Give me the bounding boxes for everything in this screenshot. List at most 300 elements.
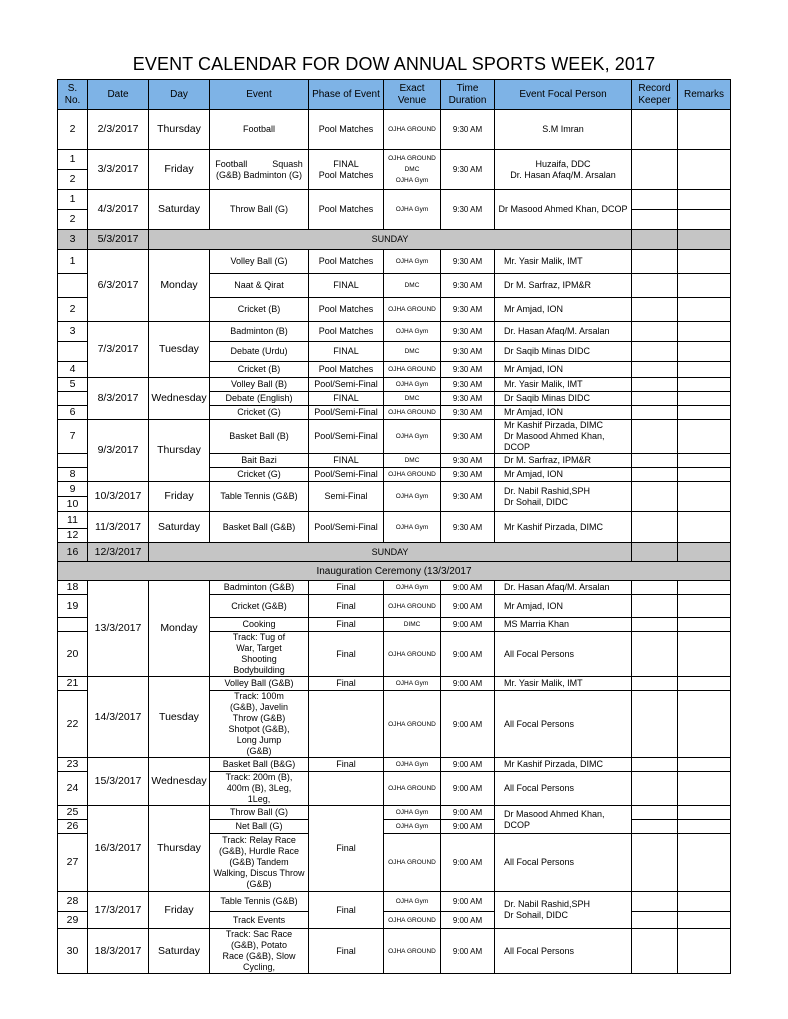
time-cell: 9:00 AM	[441, 820, 495, 834]
event-cell: Cricket (B)	[210, 362, 309, 378]
person-cell: Mr Amjad, ION	[495, 362, 632, 378]
table-row	[58, 677, 731, 691]
remarks-cell	[678, 806, 731, 820]
sno-cell	[58, 454, 88, 468]
phase-cell	[309, 772, 384, 806]
person-cell: Dr M. Sarfraz, IPM&R	[495, 454, 632, 468]
phase-cell: Final	[309, 618, 384, 632]
date-cell: 18/3/2017	[88, 929, 149, 974]
phase-cell: Pool Matches	[309, 322, 384, 342]
time-cell: 9:00 AM	[441, 581, 495, 595]
record-keeper-cell	[632, 150, 678, 190]
time-cell: 9:30 AM	[441, 454, 495, 468]
sno-cell: 1	[58, 250, 88, 274]
remarks-cell	[678, 691, 731, 758]
col-header-event: Event	[210, 80, 309, 110]
venue-cell: OJHA Gym	[384, 806, 441, 820]
person-cell: Mr Amjad, ION	[495, 468, 632, 482]
time-cell: 9:30 AM	[441, 342, 495, 362]
record-keeper-cell	[632, 322, 678, 342]
event-cell: Net Ball (G)	[210, 820, 309, 834]
remarks-cell	[678, 618, 731, 632]
venue-cell: OJHA GROUND	[384, 632, 441, 677]
event-cell: Track: Relay Race (G&B), Hurdle Race (G&B) Tandem Walking, Discus Throw (G&B)	[210, 834, 309, 892]
date-cell: 8/3/2017	[88, 378, 149, 420]
phase-cell: Final	[309, 929, 384, 974]
event-cell: Cooking	[210, 618, 309, 632]
phase-cell: Pool/Semi-Final	[309, 468, 384, 482]
day-cell: Monday	[149, 250, 210, 322]
record-keeper-cell	[632, 342, 678, 362]
person-line: Dr. Nabil Rashid,SPH	[504, 899, 591, 909]
phase-cell: Final	[309, 892, 384, 929]
person-cell: S.M Imran	[495, 110, 632, 150]
phase-cell: Pool/Semi-Final	[309, 406, 384, 420]
phase-line: Pool Matches	[318, 169, 374, 180]
table-row	[58, 190, 731, 210]
person-cell: All Focal Persons	[495, 691, 632, 758]
day-cell: Thursday	[149, 420, 210, 482]
person-line: Dr Sohail, DIDC	[504, 910, 569, 920]
remarks-cell	[678, 250, 731, 274]
time-cell: 9:30 AM	[441, 378, 495, 392]
person-cell: Dr Saqib Minas DIDC	[495, 392, 632, 406]
remarks-cell	[678, 190, 731, 210]
event-cell: Basket Ball (G&B)	[210, 512, 309, 543]
time-cell: 9:30 AM	[441, 406, 495, 420]
phase-cell: Final	[309, 581, 384, 595]
inauguration-label: Inauguration Ceremony (13/3/2017	[58, 562, 731, 581]
col-header-date: Date	[88, 80, 149, 110]
record-keeper-cell	[632, 806, 678, 820]
phase-cell: Pool/Semi-Final	[309, 420, 384, 454]
remarks-cell	[678, 512, 731, 543]
sno-cell: 8	[58, 468, 88, 482]
record-keeper-cell	[632, 618, 678, 632]
venue-cell: OJHA Gym	[384, 677, 441, 691]
venue-cell: OJHA Gym	[384, 512, 441, 543]
person-cell: Mr Amjad, ION	[495, 406, 632, 420]
person-line: Dr. Nabil Rashid,SPH	[504, 485, 591, 496]
sno-cell: 2	[58, 210, 88, 230]
table-row	[58, 150, 731, 170]
sno-cell: 3	[58, 322, 88, 342]
time-cell: 9:00 AM	[441, 758, 495, 772]
page-title: EVENT CALENDAR FOR DOW ANNUAL SPORTS WEEK, 2017	[132, 54, 656, 74]
venue-cell: DMC	[384, 342, 441, 362]
time-cell: 9:00 AM	[441, 929, 495, 974]
record-keeper-cell	[632, 482, 678, 512]
event-cell: Track: Tug of War, Target Shooting Bodybuilding	[210, 632, 309, 677]
date-cell: 15/3/2017	[88, 758, 149, 806]
time-cell: 9:30 AM	[441, 482, 495, 512]
person-cell	[495, 892, 632, 929]
col-header-venue: Exact Venue	[384, 80, 441, 110]
table-row	[58, 892, 731, 912]
person-cell: Dr Saqib Minas DIDC	[495, 342, 632, 362]
date-cell: 2/3/2017	[88, 110, 149, 150]
event-cell: Track: 200m (B), 400m (B), 3Leg, 1Leg,	[210, 772, 309, 806]
person-cell: Mr. Yasir Malik, IMT	[495, 378, 632, 392]
venue-cell: OJHA Gym	[384, 820, 441, 834]
sno-cell: 18	[58, 581, 88, 595]
venue-cell: OJHA GROUND	[384, 110, 441, 150]
time-cell: 9:00 AM	[441, 677, 495, 691]
table-row	[58, 322, 731, 342]
record-keeper-cell	[632, 772, 678, 806]
record-keeper-cell	[632, 230, 678, 250]
event-cell: Cricket (G)	[210, 406, 309, 420]
table-row	[58, 378, 731, 392]
time-cell: 9:30 AM	[441, 110, 495, 150]
remarks-cell	[678, 820, 731, 834]
remarks-cell	[678, 322, 731, 342]
col-header-time: Time Duration	[441, 80, 495, 110]
sno-cell: 10	[58, 497, 88, 512]
event-cell: Basket Ball (B)	[210, 420, 309, 454]
remarks-cell	[678, 595, 731, 618]
day-cell: Thursday	[149, 110, 210, 150]
remarks-cell	[678, 772, 731, 806]
remarks-cell	[678, 420, 731, 454]
remarks-cell	[678, 110, 731, 150]
venue-line: OJHA GROUND	[388, 155, 436, 162]
record-keeper-cell	[632, 406, 678, 420]
phase-cell: Pool/Semi-Final	[309, 378, 384, 392]
event-calendar-table	[57, 79, 731, 974]
sno-cell: 23	[58, 758, 88, 772]
day-cell: Wednesday	[149, 758, 210, 806]
sunday-row	[58, 230, 731, 250]
event-cell: Throw Ball (G)	[210, 806, 309, 820]
person-cell: Mr Kashif Pirzada, DIMC	[495, 758, 632, 772]
phase-cell: Final	[309, 758, 384, 772]
time-cell: 9:30 AM	[441, 512, 495, 543]
sno-cell: 16	[58, 543, 88, 562]
day-cell: Tuesday	[149, 677, 210, 758]
day-cell: Monday	[149, 581, 210, 677]
sno-cell: 26	[58, 820, 88, 834]
table-row	[58, 482, 731, 497]
date-cell: 7/3/2017	[88, 322, 149, 378]
event-cell: Bait Bazi	[210, 454, 309, 468]
sno-cell: 24	[58, 772, 88, 806]
sno-cell	[58, 274, 88, 298]
venue-cell: OJHA GROUND	[384, 772, 441, 806]
day-cell: Friday	[149, 892, 210, 929]
venue-cell: OJHA GROUND	[384, 929, 441, 974]
event-line: (G&B) Badminton (G)	[215, 169, 303, 180]
sno-cell: 6	[58, 406, 88, 420]
day-cell: Saturday	[149, 190, 210, 230]
person-cell: Mr Amjad, ION	[495, 595, 632, 618]
record-keeper-cell	[632, 912, 678, 929]
record-keeper-cell	[632, 362, 678, 378]
date-cell: 16/3/2017	[88, 806, 149, 892]
venue-cell: OJHA Gym	[384, 482, 441, 512]
col-header-day: Day	[149, 80, 210, 110]
day-cell: Saturday	[149, 929, 210, 974]
venue-cell: OJHA Gym	[384, 322, 441, 342]
phase-cell: Pool Matches	[309, 250, 384, 274]
time-cell: 9:00 AM	[441, 618, 495, 632]
sno-cell	[58, 618, 88, 632]
person-cell: Mr Kashif Pirzada, DIMC	[495, 512, 632, 543]
record-keeper-cell	[632, 929, 678, 974]
day-cell: Tuesday	[149, 322, 210, 378]
sno-cell: 21	[58, 677, 88, 691]
venue-cell: OJHA GROUND	[384, 691, 441, 758]
person-cell: Mr Amjad, ION	[495, 298, 632, 322]
col-header-record-keeper: Record Keeper	[632, 80, 678, 110]
remarks-cell	[678, 543, 731, 562]
event-cell	[210, 150, 309, 190]
phase-cell: Pool Matches	[309, 298, 384, 322]
time-cell: 9:00 AM	[441, 772, 495, 806]
venue-cell	[384, 150, 441, 190]
phase-cell: Pool Matches	[309, 362, 384, 378]
sno-cell: 1	[58, 150, 88, 170]
phase-cell: Pool Matches	[309, 110, 384, 150]
phase-cell	[309, 150, 384, 190]
venue-cell: DMC	[384, 392, 441, 406]
sunday-row	[58, 543, 731, 562]
sno-cell: 25	[58, 806, 88, 820]
remarks-cell	[678, 758, 731, 772]
day-cell: Thursday	[149, 806, 210, 892]
remarks-cell	[678, 912, 731, 929]
phase-cell: Final	[309, 677, 384, 691]
record-keeper-cell	[632, 512, 678, 543]
record-keeper-cell	[632, 250, 678, 274]
date-cell: 13/3/2017	[88, 581, 149, 677]
record-keeper-cell	[632, 210, 678, 230]
remarks-cell	[678, 230, 731, 250]
venue-cell: DMC	[384, 274, 441, 298]
record-keeper-cell	[632, 892, 678, 912]
day-cell: Friday	[149, 482, 210, 512]
sno-cell: 5	[58, 378, 88, 392]
venue-cell: OJHA GROUND	[384, 834, 441, 892]
time-cell: 9:30 AM	[441, 468, 495, 482]
remarks-cell	[678, 378, 731, 392]
person-cell: All Focal Persons	[495, 834, 632, 892]
phase-cell: Semi-Final	[309, 482, 384, 512]
event-cell: Badminton (B)	[210, 322, 309, 342]
event-cell: Badminton (G&B)	[210, 581, 309, 595]
sno-cell: 9	[58, 482, 88, 497]
remarks-cell	[678, 298, 731, 322]
venue-line: DMC	[404, 166, 420, 173]
record-keeper-cell	[632, 677, 678, 691]
venue-cell: OJHA GROUND	[384, 468, 441, 482]
sno-cell: 3	[58, 230, 88, 250]
record-keeper-cell	[632, 632, 678, 677]
phase-cell: FINAL	[309, 454, 384, 468]
sno-cell: 2	[58, 298, 88, 322]
venue-cell: OJHA Gym	[384, 378, 441, 392]
event-cell: Cricket (G&B)	[210, 595, 309, 618]
sno-cell	[58, 342, 88, 362]
person-cell: Mr. Yasir Malik, IMT	[495, 677, 632, 691]
event-cell: Track: 100m (G&B), Javelin Throw (G&B) Shotpot (G&B), Long Jump (G&B)	[210, 691, 309, 758]
phase-cell: Pool/Semi-Final	[309, 512, 384, 543]
venue-cell: OJHA Gym	[384, 758, 441, 772]
time-cell: 9:00 AM	[441, 595, 495, 618]
sno-cell: 4	[58, 362, 88, 378]
remarks-cell	[678, 406, 731, 420]
time-cell: 9:00 AM	[441, 912, 495, 929]
date-cell: 11/3/2017	[88, 512, 149, 543]
remarks-cell	[678, 892, 731, 912]
event-cell: Cricket (B)	[210, 298, 309, 322]
event-cell: Track Events	[210, 912, 309, 929]
date-cell: 10/3/2017	[88, 482, 149, 512]
remarks-cell	[678, 677, 731, 691]
event-cell: Debate (Urdu)	[210, 342, 309, 362]
person-cell: All Focal Persons	[495, 772, 632, 806]
event-cell: Debate (English)	[210, 392, 309, 406]
sno-cell: 2	[58, 170, 88, 190]
sunday-label: SUNDAY	[149, 230, 632, 250]
phase-line: FINAL	[333, 158, 359, 169]
venue-line: OJHA Gym	[395, 177, 429, 184]
venue-cell: OJHA GROUND	[384, 595, 441, 618]
person-cell: MS Marria Khan	[495, 618, 632, 632]
phase-cell: FINAL	[309, 392, 384, 406]
sno-cell: 29	[58, 912, 88, 929]
time-cell: 9:30 AM	[441, 298, 495, 322]
sno-cell: 28	[58, 892, 88, 912]
sno-cell	[58, 392, 88, 406]
date-cell: 17/3/2017	[88, 892, 149, 929]
event-cell: Naat & Qirat	[210, 274, 309, 298]
table-row	[58, 420, 731, 454]
time-cell: 9:00 AM	[441, 834, 495, 892]
date-cell: 6/3/2017	[88, 250, 149, 322]
record-keeper-cell	[632, 190, 678, 210]
time-cell: 9:00 AM	[441, 691, 495, 758]
col-header-sno: S. No.	[58, 80, 88, 110]
person-cell: Dr Masood Ahmed Khan, DCOP	[495, 806, 632, 834]
record-keeper-cell	[632, 468, 678, 482]
table-row	[58, 806, 731, 820]
event-cell: Volley Ball (B)	[210, 378, 309, 392]
phase-cell: Final	[309, 806, 384, 892]
record-keeper-cell	[632, 691, 678, 758]
table-row	[58, 929, 731, 974]
person-line: Dr Sohail, DIDC	[504, 496, 569, 507]
record-keeper-cell	[632, 378, 678, 392]
col-header-focal-person: Event Focal Person	[495, 80, 632, 110]
event-cell: Volley Ball (G&B)	[210, 677, 309, 691]
date-cell: 12/3/2017	[88, 543, 149, 562]
time-cell: 9:30 AM	[441, 362, 495, 378]
time-cell: 9:30 AM	[441, 150, 495, 190]
sno-cell: 7	[58, 420, 88, 454]
sno-cell: 27	[58, 834, 88, 892]
event-cell: Basket Ball (B&G)	[210, 758, 309, 772]
phase-cell: Final	[309, 632, 384, 677]
time-cell: 9:30 AM	[441, 392, 495, 406]
table-row	[58, 250, 731, 274]
time-cell: 9:00 AM	[441, 632, 495, 677]
person-line: Mr Kashif Pirzada, DIMC	[504, 420, 604, 430]
person-line: Dr Masood Ahmed Khan, DCOP	[504, 431, 605, 452]
phase-cell: Pool Matches	[309, 190, 384, 230]
record-keeper-cell	[632, 595, 678, 618]
event-cell: Table Tennis (G&B)	[210, 482, 309, 512]
sno-cell: 2	[58, 110, 88, 150]
date-cell: 3/3/2017	[88, 150, 149, 190]
venue-cell: OJHA GROUND	[384, 912, 441, 929]
person-line: Dr. Hasan Afaq/M. Arsalan	[510, 169, 616, 180]
venue-cell: DMC	[384, 454, 441, 468]
time-cell: 9:30 AM	[441, 420, 495, 454]
remarks-cell	[678, 274, 731, 298]
phase-cell: FINAL	[309, 342, 384, 362]
person-line: Huzaifa, DDC	[535, 158, 591, 169]
record-keeper-cell	[632, 298, 678, 322]
remarks-cell	[678, 210, 731, 230]
person-cell	[495, 150, 632, 190]
remarks-cell	[678, 362, 731, 378]
venue-cell: OJHA Gym	[384, 892, 441, 912]
day-cell: Saturday	[149, 512, 210, 543]
sno-cell: 20	[58, 632, 88, 677]
time-cell: 9:00 AM	[441, 806, 495, 820]
date-cell: 14/3/2017	[88, 677, 149, 758]
sunday-label: SUNDAY	[149, 543, 632, 562]
venue-cell: OJHA GROUND	[384, 362, 441, 378]
remarks-cell	[678, 454, 731, 468]
record-keeper-cell	[632, 392, 678, 406]
time-cell: 9:00 AM	[441, 892, 495, 912]
time-cell: 9:30 AM	[441, 322, 495, 342]
person-cell: All Focal Persons	[495, 929, 632, 974]
table-row	[58, 110, 731, 150]
remarks-cell	[678, 632, 731, 677]
venue-cell: OJHA GROUND	[384, 298, 441, 322]
sno-cell: 22	[58, 691, 88, 758]
person-cell: Mr. Yasir Malik, IMT	[495, 250, 632, 274]
person-cell	[495, 420, 632, 454]
sno-cell: 19	[58, 595, 88, 618]
event-line: Football Squash	[215, 158, 303, 169]
record-keeper-cell	[632, 454, 678, 468]
record-keeper-cell	[632, 110, 678, 150]
record-keeper-cell	[632, 581, 678, 595]
sno-cell: 11	[58, 512, 88, 529]
col-header-phase: Phase of Event	[309, 80, 384, 110]
event-cell: Football	[210, 110, 309, 150]
remarks-cell	[678, 468, 731, 482]
date-cell: 4/3/2017	[88, 190, 149, 230]
time-cell: 9:30 AM	[441, 274, 495, 298]
remarks-cell	[678, 929, 731, 974]
phase-cell: Final	[309, 595, 384, 618]
record-keeper-cell	[632, 758, 678, 772]
inauguration-row	[58, 562, 731, 581]
remarks-cell	[678, 482, 731, 512]
record-keeper-cell	[632, 543, 678, 562]
date-cell: 9/3/2017	[88, 420, 149, 482]
date-cell: 5/3/2017	[88, 230, 149, 250]
sno-cell: 12	[58, 529, 88, 543]
day-cell: Wednesday	[149, 378, 210, 420]
record-keeper-cell	[632, 820, 678, 834]
event-cell: Track: Sac Race (G&B), Potato Race (G&B), Slow Cycling,	[210, 929, 309, 974]
